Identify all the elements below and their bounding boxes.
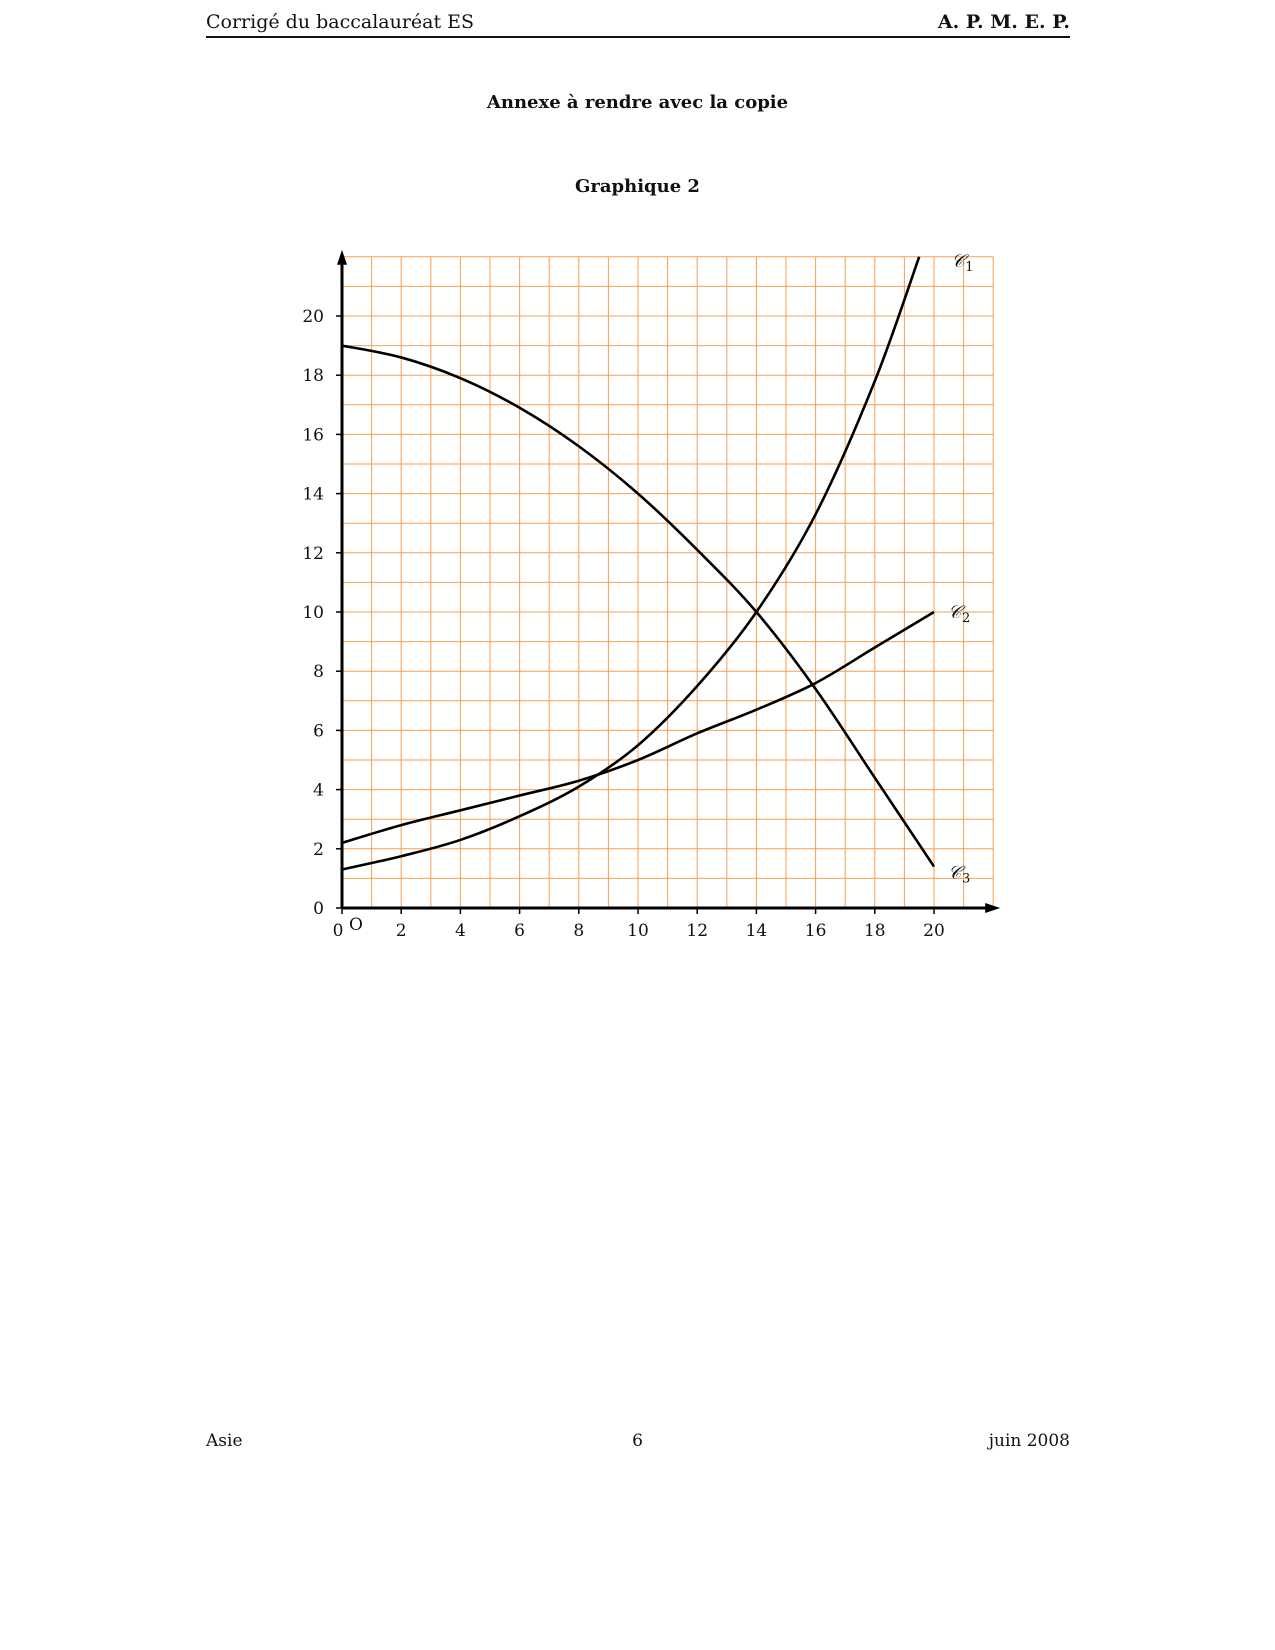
y-tick-label: 0 xyxy=(313,899,324,919)
y-tick-label: 8 xyxy=(313,662,324,683)
footer-location: Asie xyxy=(206,1431,243,1451)
x-tick-label: 6 xyxy=(514,921,526,941)
x-tick-label: 0 xyxy=(332,921,344,941)
curve-label-subscript-c2: 2 xyxy=(962,611,971,626)
footer-page-number: 6 xyxy=(632,1431,643,1451)
header-course-title: Corrigé du baccalauréat ES xyxy=(206,11,475,33)
x-tick-label: 4 xyxy=(454,921,466,941)
curve-label-c3: 𝒞 xyxy=(948,862,962,884)
x-tick-label: 16 xyxy=(804,921,827,941)
curve-c1 xyxy=(342,257,919,870)
curve-label-subscript-c3: 3 xyxy=(962,871,971,887)
y-tick-label: 6 xyxy=(313,721,324,742)
y-tick-label: 2 xyxy=(313,839,324,860)
y-tick-label: 18 xyxy=(302,366,324,387)
header-association: A. P. M. E. P. xyxy=(937,11,1070,33)
y-tick-label: 12 xyxy=(302,543,324,564)
y-tick-label: 14 xyxy=(302,484,324,505)
x-tick-label: 10 xyxy=(627,921,649,941)
y-tick-label: 10 xyxy=(302,603,324,623)
x-tick-label: 14 xyxy=(745,921,768,941)
curve-label-subscript-c1: 1 xyxy=(965,259,974,275)
x-tick-label: 8 xyxy=(573,921,585,941)
annex-title: Annexe à rendre avec la copie xyxy=(486,92,789,113)
graph-title: Graphique 2 xyxy=(575,176,700,197)
x-tick-label: 2 xyxy=(395,921,407,941)
x-tick-label: 18 xyxy=(863,921,886,941)
curve-label-c2: 𝒞 xyxy=(948,602,962,623)
x-tick-label: 12 xyxy=(686,921,709,941)
y-tick-label: 20 xyxy=(302,307,324,327)
footer-date: juin 2008 xyxy=(988,1431,1070,1451)
curve-label-c1: 𝒞 xyxy=(951,250,965,272)
x-tick-label: 20 xyxy=(923,921,945,941)
y-tick-label: 4 xyxy=(313,780,324,801)
origin-label: O xyxy=(349,915,363,935)
y-tick-label: 16 xyxy=(302,425,324,446)
